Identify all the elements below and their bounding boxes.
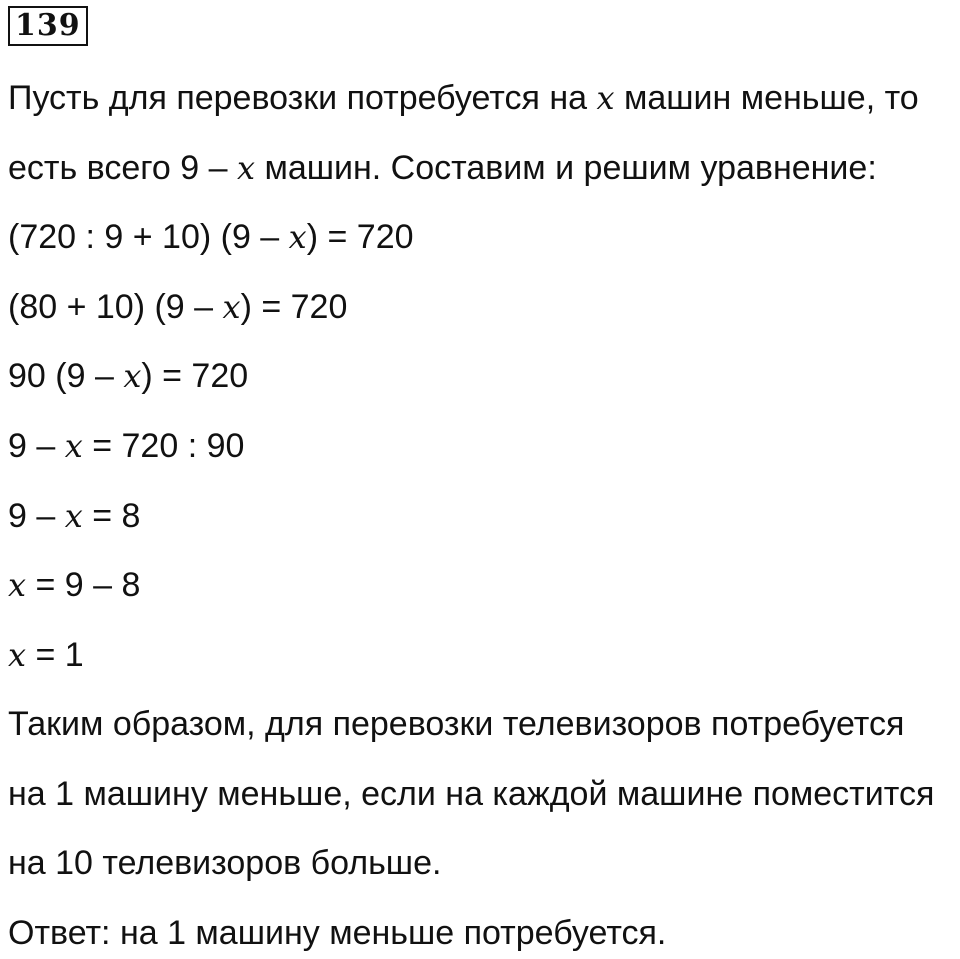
equation-segment: ) = 720: [141, 357, 249, 395]
equation-segment: (720 : 9 + 10) (9 –: [8, 218, 289, 256]
equation-segment: = 9 – 8: [26, 566, 141, 604]
variable-x: x: [236, 149, 255, 187]
variable-x: x: [8, 566, 27, 604]
equation-segment: ) = 720: [240, 288, 348, 326]
equation-line-4: [8, 420, 244, 472]
conclusion-line-2: на 1 машину меньше, если на каждой машине поместится: [8, 775, 935, 813]
equation-line-2: [8, 281, 347, 333]
variable-x: x: [64, 427, 83, 465]
variable-x: x: [222, 288, 241, 326]
equation-segment: 9 –: [8, 497, 65, 535]
equation-segment: = 8: [82, 497, 141, 535]
text-line-2: [8, 142, 877, 194]
equation-line-1: [8, 211, 414, 263]
equation-segment: 9 –: [8, 427, 65, 465]
text-line-1: [8, 72, 919, 124]
equation-segment: 90 (9 –: [8, 357, 124, 395]
equation-line-6: [8, 559, 140, 611]
equation-line-5: [8, 490, 140, 542]
text-segment: машин меньше, то: [614, 79, 919, 117]
text-segment: машин. Составим и решим уравнение:: [255, 149, 877, 187]
equation-segment: = 720 : 90: [82, 427, 245, 465]
variable-x: x: [123, 357, 142, 395]
variable-x: x: [596, 79, 615, 117]
conclusion-line-1: Таким образом, для перевозки телевизоров потребуется: [8, 705, 905, 743]
equation-segment: ) = 720: [306, 218, 414, 256]
variable-x: x: [288, 218, 307, 256]
conclusion-line-3: на 10 телевизоров больше.: [8, 844, 442, 882]
variable-x: x: [8, 636, 27, 674]
problem-number: 139: [8, 6, 88, 46]
equation-segment: = 1: [26, 636, 84, 674]
answer-line: Ответ: на 1 машину меньше потребуется.: [8, 914, 667, 952]
text-segment: Пусть для перевозки потребуется на: [8, 79, 597, 117]
text-segment: есть всего 9 –: [8, 149, 237, 187]
equation-line-3: [8, 350, 248, 402]
equation-segment: (80 + 10) (9 –: [8, 288, 223, 326]
variable-x: x: [64, 497, 83, 535]
equation-line-7: [8, 629, 84, 681]
